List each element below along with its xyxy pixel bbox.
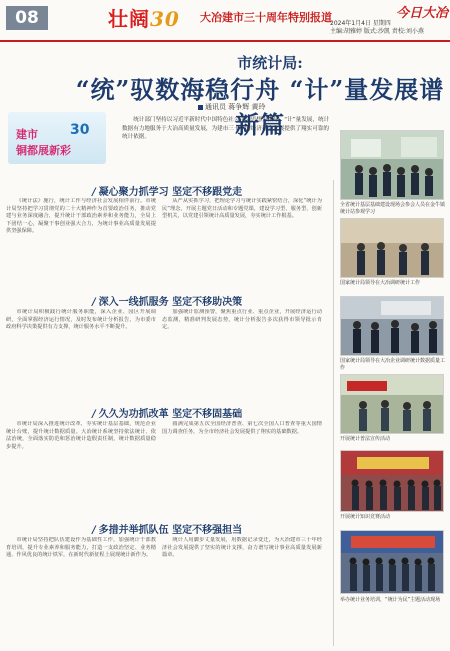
lede-text: 统计部门坚持以习近平新时代中国特色社会主义思想为指导，“计”量发展，统计数据有力地服务于大冶高质量发展，为建市三十年的经济社会发展提供了翔实可靠的统计依据。 (122, 117, 330, 140)
special-report-banner: 大冶建市三十周年特别报道 (200, 11, 332, 24)
section-3-col-right (162, 421, 322, 519)
section-4-col-left (6, 537, 156, 645)
section-1-col-left (6, 198, 156, 286)
section-4-col-right (162, 537, 322, 645)
caption-5: 开展统计知识竞赛活动 (340, 514, 391, 520)
badge-line1: 建市 (16, 128, 38, 141)
section-1-heading (92, 183, 242, 198)
newspaper-logo: 今日大冶 (396, 6, 449, 21)
article-lede (122, 116, 332, 142)
section-3-title: 久久为功抓改革 坚定不移固基础 (98, 409, 243, 420)
section-1-text-right: 从严从实抓学习，把理论学习与统计实践紧密结合，深化“统计为民”理念，开展主题党日活动和专题党课，建设学习型、服务型、创新型机关，以党建引领统计高质量发展，夯实统计工作根基。 (162, 198, 322, 220)
section-4-text-left: 市统计局坚持把队伍建设作为基础性工作，加强统计干部教育培训，提升专业素养和服务能力，打造一支政治坚定、业务精通、作风优良的统计铁军，在新时代新征程上展现统计新作为。 (6, 537, 156, 559)
section-2-col-right (162, 309, 322, 404)
photo-enterprise-visit (340, 296, 444, 356)
editor-credits: 主编:胡雅婷 版式:沙凯 责校:刘小燕 (330, 28, 424, 35)
caption-4: 开展统计普法宣传活动 (340, 436, 391, 442)
caption-6: 举办统计业务培训，“统计为民”主题活动现场 (340, 597, 441, 603)
photo-meeting-tour (340, 130, 444, 200)
section-3-heading (92, 405, 242, 420)
badge-number: 30 (70, 122, 90, 138)
caption-2: 国家统计局领导在大冶调研统计工作 (340, 280, 421, 286)
slash-mark: / (92, 297, 96, 308)
column-divider (333, 180, 334, 646)
photo-publicity-event (340, 374, 444, 434)
photo-training-session (340, 530, 444, 594)
section-2-col-left (6, 309, 156, 404)
article-headline: “统”驭数海稳行舟 “计”量发展谱新篇 (75, 75, 445, 139)
section-4-heading (92, 521, 242, 536)
photo-leaders-visit (340, 218, 444, 278)
section-4-text-right: 统计人用脚步丈量发展，用数据记录变迁，为大冶建市三十年经济社会发展提供了坚实的统计支撑，奋力谱写统计事业高质量发展新篇章。 (162, 537, 322, 559)
badge-line2: 铜都展新彩 (16, 144, 71, 157)
section-4-title: 多措并举抓队伍 坚定不移强担当 (98, 525, 243, 536)
photo-contest-event (340, 450, 444, 512)
section-2-text-left: 市统计局积极践行统计服务职能，深入企业、园区开展调研，全面掌握经济运行情况，及时发布统计分析报告，为市委市政府科学决策提供有力支撑，统计服务水平不断提升。 (6, 309, 156, 331)
slash-mark: / (92, 525, 96, 536)
article-kicker: 市统计局: (237, 54, 303, 72)
slash-mark: / (92, 187, 96, 198)
section-3-text-left: 市统计局深入推进统计改革，夯实统计基层基础，规范企业统计台账，提升统计数据质量。大冶统计系统坚持依法统计、依法治统，全面落实防范和惩治统计造假责任制，统计数据质量稳步提升。 (6, 421, 156, 450)
section-2-text-right: 加强统计监测预警，聚焦重点行业、重点企业，开展经济运行动态监测，精准研判发展态势，统计分析报告多次获得市领导批示肯定。 (162, 309, 322, 331)
section-2-heading (92, 293, 242, 308)
section-1-text-left: 《统计法》施行，统计工作与经济社会发展相伴前行。市统计局坚持把学习贯彻党的二十大精神作为首要政治任务，推动党建与业务深度融合，提升统计干部政治素养和业务能力，全局上下团结一心，凝聚干事创业强大合力，为统计事业高质量发展提供坚强保障。 (6, 198, 156, 235)
section-2-title: 深入一线抓服务 坚定不移助决策 (98, 297, 243, 308)
brand-number: 30 (150, 7, 180, 31)
page-header (0, 0, 450, 42)
brand-main: 壮阔 (108, 7, 150, 31)
section-1-col-right (162, 198, 322, 286)
anniversary-badge (8, 112, 106, 164)
section-3-col-left (6, 421, 156, 519)
article-byline: 通讯员 蒋争辉 黄玲 (198, 102, 265, 112)
publication-info (330, 20, 424, 36)
publication-date: 2024年1月4日 星期四 (330, 20, 391, 27)
caption-1: 全省统计基层基础建设现场会参会人员在金牛镇统计站参观学习 (340, 202, 446, 215)
section-brand-logo (108, 3, 180, 32)
caption-3: 国家统计局领导在大冶企业调研统计数据质量工作 (340, 358, 446, 371)
section-3-text-right: 圆满完成第五次全国经济普查、第七次全国人口普查等重大国情国力调查任务，为全市经济社会发展提供了翔实的基础数据。 (162, 421, 322, 435)
section-1-title: 凝心聚力抓学习 坚定不移跟党走 (98, 187, 243, 198)
page-number: 08 (6, 6, 48, 30)
slash-mark: / (92, 409, 96, 420)
